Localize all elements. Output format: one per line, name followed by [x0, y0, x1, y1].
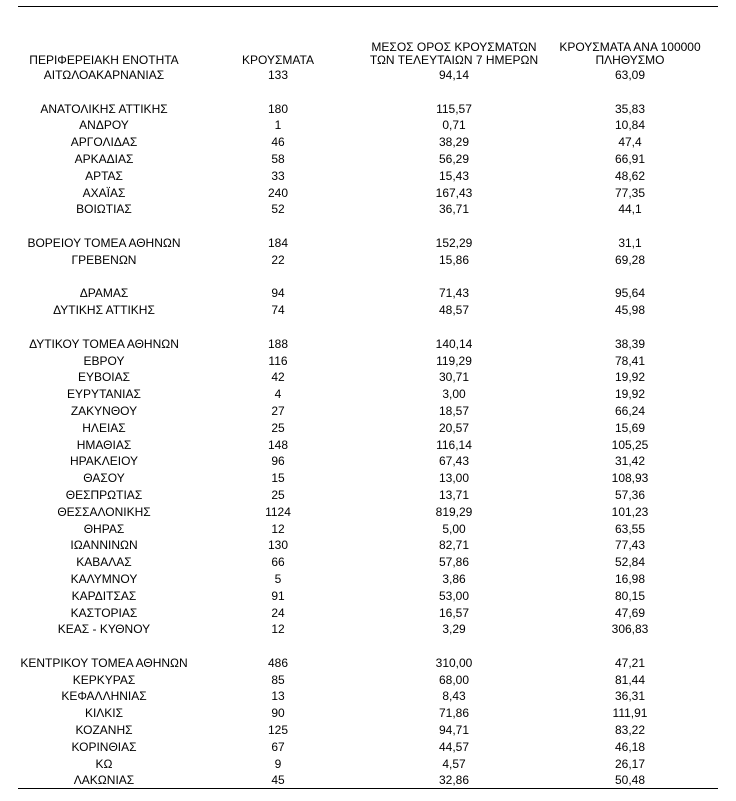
- table-row: [18, 353, 718, 370]
- region-cell: ΘΗΡΑΣ: [83, 521, 125, 536]
- header-per-100000: ΚΡΟΥΣΜΑΤΑ ΑΝΑ 100000 ΠΛΗΘΥΣΜΟ: [559, 40, 701, 67]
- per-100000-cell: 15,69: [614, 420, 646, 435]
- region-cell: ΚΟΖΑΝΗΣ: [75, 723, 133, 738]
- region-cell: ΕΒΡΟΥ: [83, 353, 125, 368]
- region-cell: ΗΡΑΚΛΕΙΟΥ: [69, 454, 139, 469]
- cases-table: [18, 40, 718, 789]
- average-cell: 4,57: [442, 756, 466, 771]
- average-cell: 115,57: [436, 101, 472, 116]
- region-cell: ΑΝΔΡΟΥ: [79, 118, 129, 133]
- average-cell: 3,00: [442, 387, 466, 402]
- per-100000-cell: 46,18: [614, 739, 646, 754]
- region-cell: ΚΙΛΚΙΣ: [84, 706, 124, 721]
- spacer-row: [18, 84, 718, 101]
- spacer-cell: [18, 84, 718, 101]
- average-cell: 140,14: [435, 336, 473, 351]
- table-row: [18, 168, 718, 185]
- cases-cell: 25: [271, 420, 285, 435]
- cases-cell: 188: [267, 336, 289, 351]
- spacer-row: [18, 218, 718, 235]
- region-cell: ΚΑΒΑΛΑΣ: [76, 555, 132, 570]
- per-100000-cell: 306,83: [611, 622, 649, 637]
- region-cell: ΚΑΛΥΜΝΟΥ: [70, 571, 138, 586]
- average-cell: 15,43: [438, 168, 470, 183]
- cases-cell: 58: [271, 151, 285, 166]
- per-100000-cell: 108,93: [611, 471, 649, 486]
- cases-cell: 4: [274, 387, 282, 402]
- region-cell: ΑΧΑΪΑΣ: [82, 185, 126, 200]
- per-100000-cell: 66,24: [614, 403, 646, 418]
- region-cell: ΕΥΒΟΙΑΣ: [77, 370, 131, 385]
- region-cell: ΚΑΡΔΙΤΣΑΣ: [71, 588, 137, 603]
- region-cell: ΒΟΙΩΤΙΑΣ: [76, 202, 132, 217]
- table-row: [18, 772, 718, 789]
- average-cell: 3,86: [442, 571, 466, 586]
- per-100000-cell: 80,15: [614, 588, 646, 603]
- cases-cell: 24: [271, 605, 285, 620]
- per-100000-cell: 69,28: [614, 252, 646, 267]
- cases-cell: 180: [267, 101, 289, 116]
- average-cell: 71,86: [438, 706, 470, 721]
- region-cell: ΑΡΤΑΣ: [85, 168, 123, 183]
- per-100000-cell: 31,42: [614, 454, 646, 469]
- region-cell: ΙΩΑΝΝΙΝΩΝ: [70, 538, 138, 553]
- cases-cell: 184: [267, 235, 289, 250]
- table-row: [18, 739, 718, 756]
- cases-cell: 90: [271, 706, 285, 721]
- table-row: [18, 302, 718, 319]
- bottom-border: [18, 788, 718, 789]
- region-cell: ΘΕΣΣΑΛΟΝΙΚΗΣ: [57, 504, 151, 519]
- per-100000-cell: 31,1: [618, 235, 642, 250]
- cases-cell: 13: [271, 689, 285, 704]
- per-100000-cell: 52,84: [614, 555, 646, 570]
- average-cell: 56,29: [438, 151, 470, 166]
- cases-cell: 133: [267, 68, 289, 82]
- region-cell: ΑΡΓΟΛΙΔΑΣ: [70, 135, 138, 150]
- table-row: [18, 571, 718, 588]
- table-row: [18, 437, 718, 454]
- region-cell: ΕΥΡΥΤΑΝΙΑΣ: [67, 387, 141, 402]
- average-cell: 38,29: [438, 135, 470, 150]
- spacer-cell: [18, 638, 718, 655]
- average-cell: 13,00: [438, 471, 470, 486]
- average-cell: 18,57: [438, 403, 470, 418]
- cases-cell: 1124: [265, 504, 291, 519]
- per-100000-cell: 105,25: [611, 437, 649, 452]
- per-100000-cell: 47,21: [614, 655, 646, 670]
- per-100000-cell: 78,41: [614, 353, 646, 368]
- region-cell: ΚΕΦΑΛΛΗΝΙΑΣ: [61, 689, 147, 704]
- cases-cell: 94: [271, 286, 285, 301]
- average-cell: 15,86: [438, 252, 470, 267]
- cases-cell: 66: [271, 555, 285, 570]
- region-cell: ΗΜΑΘΙΑΣ: [76, 437, 132, 452]
- cases-cell: 25: [271, 487, 285, 502]
- cases-cell: 46: [271, 135, 285, 150]
- average-cell: 30,71: [438, 370, 470, 385]
- header-region: ΠΕΡΙΦΕΡΕΙΑΚΗ ΕΝΟΤΗΤΑ: [29, 53, 179, 67]
- cases-cell: 240: [267, 185, 289, 200]
- region-cell: ΚΕΑΣ - ΚΥΘΝΟΥ: [57, 622, 151, 637]
- table-row: [18, 134, 718, 151]
- cases-cell: 486: [267, 655, 289, 670]
- table-row: [18, 151, 718, 168]
- table-row: [18, 470, 718, 487]
- table-row: [18, 101, 718, 118]
- table-row: [18, 588, 718, 605]
- table-row: [18, 453, 718, 470]
- per-100000-cell: 26,17: [614, 756, 646, 771]
- cases-cell: 42: [271, 370, 285, 385]
- average-cell: 48,57: [438, 303, 470, 318]
- average-cell: 53,00: [438, 588, 470, 603]
- table-row: [18, 117, 718, 134]
- table-row: [18, 504, 718, 521]
- table-row: [18, 605, 718, 622]
- table-row: [18, 403, 718, 420]
- table-row: [18, 621, 718, 638]
- per-100000-cell: 47,69: [614, 605, 646, 620]
- table-row: [18, 201, 718, 218]
- cases-cell: 27: [271, 403, 285, 418]
- region-cell: ΚΩ: [95, 756, 113, 771]
- average-cell: 32,86: [438, 773, 470, 788]
- cases-cell: 1: [274, 118, 282, 133]
- table-row: [18, 252, 718, 269]
- region-cell: ΒΟΡΕΙΟΥ ΤΟΜΕΑ ΑΘΗΝΩΝ: [27, 235, 181, 250]
- average-cell: 44,57: [438, 739, 470, 754]
- average-cell: 71,43: [438, 286, 470, 301]
- per-100000-cell: 81,44: [614, 672, 646, 687]
- table-row: [18, 722, 718, 739]
- cases-cell: 9: [274, 756, 282, 771]
- table-row: [18, 756, 718, 773]
- top-border: [18, 6, 718, 7]
- table-row: [18, 672, 718, 689]
- average-cell: 3,29: [442, 622, 466, 637]
- region-cell: ΔΥΤΙΚΟΥ ΤΟΜΕΑ ΑΘΗΝΩΝ: [29, 336, 179, 351]
- table-row: [18, 521, 718, 538]
- per-100000-cell: 111,91: [612, 706, 648, 721]
- cases-cell: 52: [271, 202, 285, 217]
- table-body: [18, 67, 718, 789]
- average-cell: 310,00: [435, 655, 473, 670]
- average-cell: 20,57: [438, 420, 470, 435]
- region-cell: ΔΡΑΜΑΣ: [79, 286, 129, 301]
- per-100000-cell: 19,92: [614, 370, 646, 385]
- average-cell: 0,71: [442, 118, 466, 133]
- table-row: [18, 688, 718, 705]
- cases-cell: 116: [268, 353, 288, 368]
- per-100000-cell: 16,98: [614, 571, 646, 586]
- average-cell: 167,43: [435, 185, 473, 200]
- average-cell: 116,14: [436, 437, 472, 452]
- average-cell: 94,14: [438, 68, 470, 82]
- cases-cell: 130: [267, 538, 289, 553]
- table-row: [18, 235, 718, 252]
- cases-cell: 91: [271, 588, 285, 603]
- cases-cell: 96: [271, 454, 285, 469]
- average-cell: 152,29: [435, 235, 473, 250]
- per-100000-cell: 19,92: [614, 387, 646, 402]
- region-cell: ΑΝΑΤΟΛΙΚΗΣ ΑΤΤΙΚΗΣ: [40, 101, 168, 116]
- per-100000-cell: 47,4: [618, 135, 642, 150]
- table-row: [18, 185, 718, 202]
- region-cell: ΚΟΡΙΝΘΙΑΣ: [71, 739, 137, 754]
- region-cell: ΓΡΕΒΕΝΩΝ: [71, 252, 137, 267]
- cases-cell: 125: [267, 723, 289, 738]
- cases-cell: 148: [267, 437, 289, 452]
- average-cell: 67,43: [438, 454, 470, 469]
- spacer-cell: [18, 319, 718, 336]
- per-100000-cell: 77,35: [614, 185, 646, 200]
- average-cell: 36,71: [438, 202, 470, 217]
- cases-cell: 15: [271, 471, 285, 486]
- table-row: [18, 386, 718, 403]
- region-cell: ΛΑΚΩΝΙΑΣ: [73, 773, 135, 788]
- region-cell: ΔΥΤΙΚΗΣ ΑΤΤΙΚΗΣ: [53, 303, 155, 318]
- table-row: [18, 420, 718, 437]
- per-100000-cell: 66,91: [614, 151, 646, 166]
- region-cell: ΑΡΚΑΔΙΑΣ: [74, 151, 134, 166]
- average-cell: 119,29: [436, 353, 472, 368]
- spacer-cell: [18, 269, 718, 286]
- average-cell: 16,57: [438, 605, 470, 620]
- region-cell: ΚΕΝΤΡΙΚΟΥ ΤΟΜΕΑ ΑΘΗΝΩΝ: [20, 655, 188, 670]
- spacer-row: [18, 269, 718, 286]
- cases-cell: 45: [271, 773, 285, 788]
- table-row: [18, 336, 718, 353]
- region-cell: ΑΙΤΩΛΟΑΚΑΡΝΑΝΙΑΣ: [43, 68, 165, 82]
- header-cases: ΚΡΟΥΣΜΑΤΑ: [242, 53, 314, 67]
- region-cell: ΘΑΣΟΥ: [83, 471, 125, 486]
- region-cell: ΖΑΚΥΝΘΟΥ: [70, 403, 138, 418]
- per-100000-cell: 36,31: [614, 689, 646, 704]
- cases-cell: 5: [274, 571, 282, 586]
- table-row: [18, 705, 718, 722]
- cases-cell: 74: [271, 303, 285, 318]
- cases-cell: 12: [271, 622, 285, 637]
- table-row: [18, 655, 718, 672]
- per-100000-cell: 44,1: [618, 202, 642, 217]
- per-100000-cell: 63,09: [614, 68, 646, 82]
- per-100000-cell: 77,43: [614, 538, 646, 553]
- header-row: [18, 40, 718, 67]
- table-row: [18, 487, 718, 504]
- spacer-row: [18, 638, 718, 655]
- cases-cell: 33: [271, 168, 285, 183]
- per-100000-cell: 50,48: [614, 773, 646, 788]
- cases-cell: 67: [271, 739, 285, 754]
- per-100000-cell: 101,23: [611, 504, 649, 519]
- average-cell: 5,00: [442, 521, 466, 536]
- cases-cell: 12: [271, 521, 285, 536]
- average-cell: 57,86: [438, 555, 470, 570]
- region-cell: ΚΕΡΚΥΡΑΣ: [72, 672, 136, 687]
- table-row: [18, 369, 718, 386]
- per-100000-cell: 57,36: [614, 487, 646, 502]
- region-cell: ΚΑΣΤΟΡΙΑΣ: [70, 605, 138, 620]
- average-cell: 8,43: [442, 689, 466, 704]
- per-100000-cell: 83,22: [614, 723, 646, 738]
- per-100000-cell: 63,55: [614, 521, 646, 536]
- cases-cell: 85: [271, 672, 285, 687]
- average-cell: 82,71: [438, 538, 470, 553]
- table-row: [18, 67, 718, 84]
- cases-cell: 22: [271, 252, 285, 267]
- table-row: [18, 537, 718, 554]
- table-row: [18, 554, 718, 571]
- per-100000-cell: 45,98: [614, 303, 646, 318]
- per-100000-cell: 95,64: [614, 286, 646, 301]
- spacer-cell: [18, 218, 718, 235]
- average-cell: 13,71: [438, 487, 470, 502]
- per-100000-cell: 38,39: [614, 336, 646, 351]
- spacer-row: [18, 319, 718, 336]
- header-7day-average: ΜΕΣΟΣ ΟΡΟΣ ΚΡΟΥΣΜΑΤΩΝ ΤΩΝ ΤΕΛΕΥΤΑΙΩΝ 7 ΗΜΕΡΩΝ: [369, 40, 539, 67]
- average-cell: 819,29: [435, 504, 473, 519]
- region-cell: ΗΛΕΙΑΣ: [82, 420, 126, 435]
- per-100000-cell: 48,62: [614, 168, 646, 183]
- average-cell: 68,00: [438, 672, 470, 687]
- region-cell: ΘΕΣΠΡΩΤΙΑΣ: [65, 487, 143, 502]
- average-cell: 94,71: [438, 723, 470, 738]
- per-100000-cell: 10,84: [614, 118, 646, 133]
- table-row: [18, 285, 718, 302]
- per-100000-cell: 35,83: [614, 101, 646, 116]
